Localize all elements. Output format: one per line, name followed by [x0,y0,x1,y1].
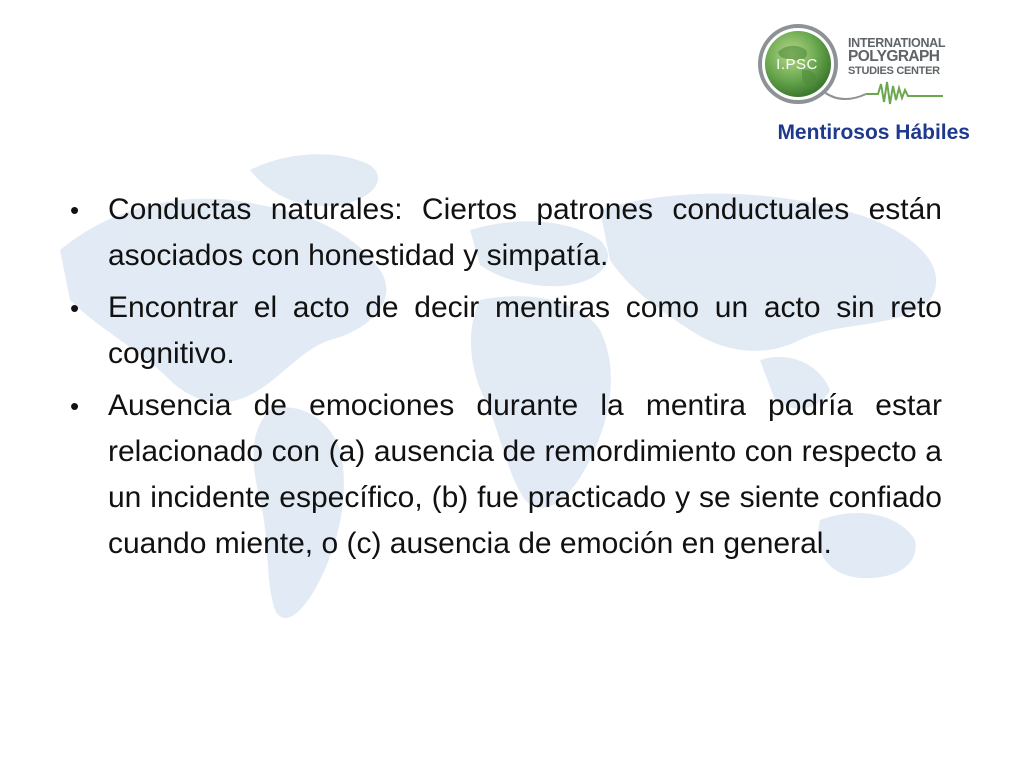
bullet-dot-icon: • [70,293,80,323]
logo-badge-text: I.PSC [776,56,818,73]
logo-wordmark [848,36,945,78]
bullet-text: Encontrar el acto de decir mentiras como un acto sin reto cognitivo. [108,291,942,370]
bullet-item [70,383,942,567]
logo-line-1: INTERNATIONAL [848,36,946,50]
slide-subtitle: Mentirosos Hábiles [777,121,970,144]
bullet-item [70,285,942,377]
logo-line-3: STUDIES CENTER [848,65,940,77]
bullet-list [70,187,942,573]
bullet-item [70,187,942,279]
bullet-text: Ausencia de emociones durante la mentira podría estar relacionado con (a) ausencia de remordimiento con respecto a un incidente específico, (b) fue practicado y se siente confiado cuando miente, o (c) ausencia de emoción en general. [108,389,942,560]
bullet-text: Conductas naturales: Ciertos patrones conductuales están asociados con honestidad y simpatía. [108,193,942,272]
logo-line-2: POLYGRAPH [848,48,940,65]
bullet-dot-icon: • [70,391,80,421]
bullet-dot-icon: • [70,195,80,225]
